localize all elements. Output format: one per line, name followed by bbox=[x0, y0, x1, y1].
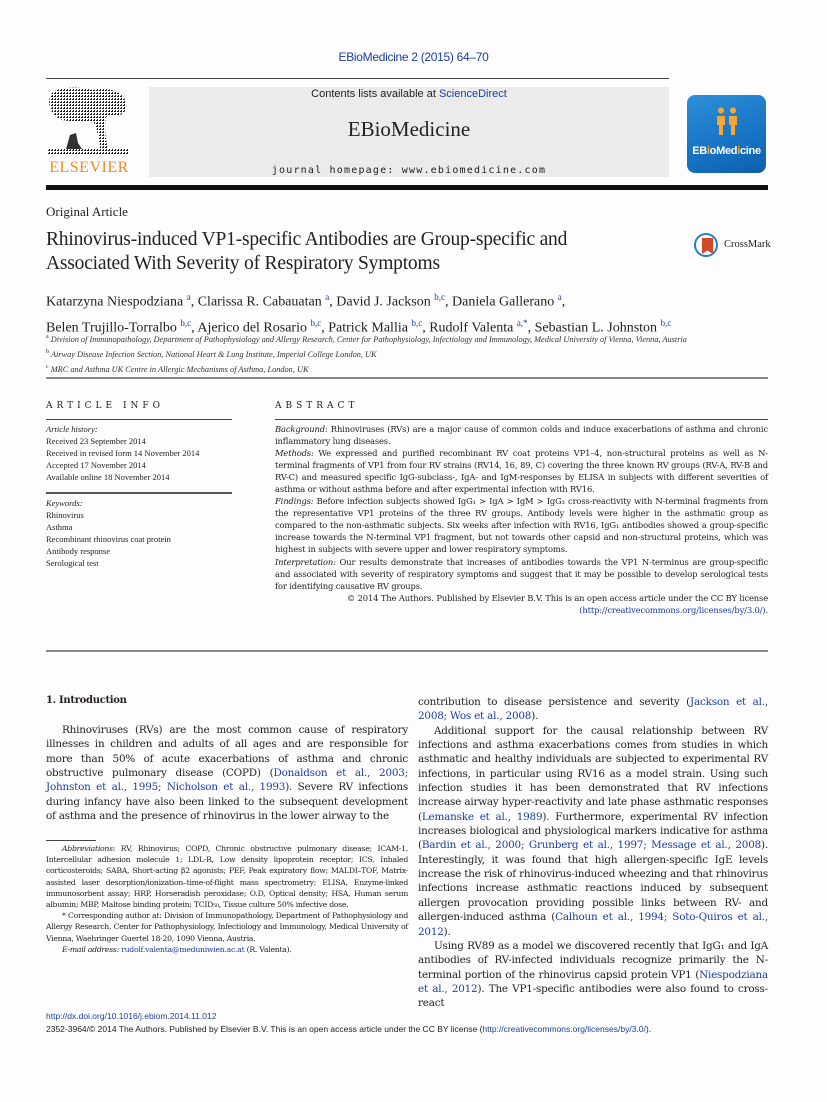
author-affiliation[interactable]: b,c bbox=[180, 317, 192, 328]
title-line-2: Associated With Severity of Respiratory Symptoms bbox=[46, 253, 440, 274]
section-rule bbox=[46, 377, 768, 379]
author-name[interactable]: Sebastian L. Johnston bbox=[534, 320, 658, 336]
history-label: Article history: bbox=[46, 424, 98, 434]
author-affiliation[interactable]: a,* bbox=[516, 317, 528, 328]
journal-name: EBioMedicine bbox=[347, 117, 471, 141]
title-line-1: Rhinovirus-induced VP1-specific Antibodies are Group-specific and bbox=[46, 229, 568, 250]
contents-line bbox=[149, 88, 669, 100]
journal-homepage bbox=[149, 165, 669, 176]
contents-prefix: Contents lists available at bbox=[311, 88, 439, 100]
badge-wordmark: EBioMedicine bbox=[692, 145, 761, 157]
issn-line: 2352-3964/© 2014 The Authors. Published by Elsevier B.V. This is an open access article under the CC BY license (http://creativecommons.org/licenses/by/3.0/). bbox=[46, 1024, 652, 1034]
keywords-label: Keywords: bbox=[46, 498, 83, 508]
abstract-interpretation: Interpretation: Our results demonstrate that increases of antibodies towards the VP1 N-terminus are group-specific and associated with severity of respiratory symptoms and suggest that it may be possible to develop serological tests for identifying causative RV groups. bbox=[275, 556, 768, 591]
author-name[interactable]: Belen Trujillo-Torralbo bbox=[46, 320, 177, 336]
abstract-methods: Methods: We expressed and purified recombinant RV coat proteins VP1–4, non-structural proteins as well as N-terminal fragments of VP1 from four RV strains (RV14, 16, 89, C) covering the three known RV groups (RV-A, RV-B and RV-C) and measured specific IgG-subclass-, IgA- and IgM-responses by ELISA in subjects with different severities of asthma or without asthma before and after experimental infection with RV16. bbox=[275, 448, 768, 495]
author-name[interactable]: Clarissa R. Cabauatan bbox=[197, 294, 322, 310]
crossmark-label: CrossMark bbox=[724, 239, 771, 250]
author-name[interactable]: Katarzyna Niespodziana bbox=[46, 294, 184, 310]
author-affiliation[interactable]: b,c bbox=[660, 317, 672, 328]
keyword: Asthma bbox=[46, 522, 73, 532]
article-history bbox=[46, 423, 236, 483]
keyword: Rhinovirus bbox=[46, 510, 84, 520]
author-name[interactable]: Ajerico del Rosario bbox=[197, 320, 307, 336]
reference-link[interactable]: Jackson et al., 2008; Wos et al., 2008 bbox=[418, 696, 768, 723]
article-title bbox=[46, 228, 646, 276]
author-affiliation[interactable]: a bbox=[557, 292, 562, 302]
section-rule bbox=[46, 650, 768, 652]
author-affiliation[interactable]: b,c bbox=[411, 317, 423, 328]
reference-link[interactable]: Lemanske et al., 1989 bbox=[421, 810, 543, 823]
keyword: Recombinant rhinovirus coat protein bbox=[46, 534, 171, 544]
header-rule bbox=[46, 78, 669, 79]
intro-right-column bbox=[418, 695, 768, 1011]
homepage-prefix: journal homepage: bbox=[271, 165, 402, 176]
keyword: Antibody response bbox=[46, 546, 110, 556]
author-name[interactable]: David J. Jackson bbox=[336, 294, 431, 310]
footnotes bbox=[46, 843, 408, 955]
ebiomedicine-cover-badge[interactable] bbox=[687, 95, 766, 173]
paragraph: Rhinoviruses (RVs) are the most common cause of respiratory illnesses in children and adults of all ages and are responsible for more than 50% of acute exacerbations of asthma and chronic obstructive pulmonary disease (COPD) (Donaldson et al., 2003; Johnston et al., 1995; Nicholson et al., 1993). Severe RV infections during infancy have also been linked to the subsequent development of asthma and the presence of rhinovirus in the lower airway to the bbox=[46, 724, 408, 823]
header-thick-rule bbox=[46, 185, 768, 190]
article-info-heading: ARTICLE INFO bbox=[46, 401, 165, 411]
reference-link[interactable]: Donaldson et al., 2003; Johnston et al., 1995; Nicholson et al., 1993 bbox=[46, 767, 408, 794]
history-item: Received 23 September 2014 bbox=[46, 436, 146, 446]
abstract-findings: Findings: Before infection subjects showed IgG₁ > IgA > IgM > IgG₃ cross-reactivity with N-terminal fragments from the representative VP1 proteins of the three RV groups. Antibody levels were higher in the asthmatic group as compared to the non-asthmatic subjects. Six weeks after infection with RV16, IgG₁ antibodies showed a group-specific increase towards the N-terminal VP1 fragment, but not towards other capsid and non-structural proteins, which was highest in subjects with severe upper and lower respiratory symptoms. bbox=[275, 496, 768, 555]
abstract-copyright: © 2014 The Authors. Published by Elsevier B.V. This is an open access article under the CC BY license bbox=[346, 592, 768, 603]
article-type: Original Article bbox=[46, 204, 128, 219]
footer-license-link[interactable]: http://creativecommons.org/licenses/by/3.0/ bbox=[482, 1024, 646, 1034]
keywords-rule bbox=[46, 492, 232, 494]
crossmark-button[interactable] bbox=[694, 233, 774, 259]
reference-link[interactable]: Calhoun et al., 1994; Soto-Quiros et al., 2012 bbox=[418, 911, 768, 938]
corresponding-author-footnote: * Corresponding author at: Division of Immunopathology, Department of Pathophysiology and Allergy Research, Center for Pathophysiology, Infectiology and Immunology, Medical University of Vienna, Waehringer Guertel 18-20, 1090 Vienna, Austria. bbox=[46, 911, 408, 943]
ebiomedicine-figures-icon bbox=[715, 107, 739, 137]
history-item: Available online 18 November 2014 bbox=[46, 472, 170, 482]
intro-left-column bbox=[46, 723, 408, 823]
keywords bbox=[46, 497, 236, 569]
author-name[interactable]: Rudolf Valenta bbox=[429, 320, 514, 336]
license-link[interactable]: (http://creativecommons.org/licenses/by/3.0/). bbox=[579, 604, 768, 615]
crossmark-icon bbox=[694, 233, 718, 257]
affiliation-b: $^b$ Airway Disease Infection Section, National Heart & Lung Institute, Imperial College London, UK bbox=[46, 348, 377, 359]
homepage-link[interactable]: www.ebiomedicine.com bbox=[401, 165, 547, 176]
introduction-heading: 1. Introduction bbox=[46, 695, 127, 706]
affiliations bbox=[46, 331, 786, 375]
reference-link[interactable]: Bardin et al., 2000; Grunberg et al., 1997; Message et al., 2008 bbox=[421, 839, 762, 852]
reference-link[interactable]: Niespodziana et al., 2012 bbox=[418, 968, 768, 995]
author-affiliation[interactable]: b,c bbox=[310, 317, 322, 328]
elsevier-wordmark: ELSEVIER bbox=[49, 159, 129, 176]
journal-citation[interactable]: EBioMedicine 2 (2015) 64–70 bbox=[338, 50, 489, 64]
email-link[interactable]: rudolf.valenta@meduniwien.ac.at bbox=[121, 944, 245, 954]
elsevier-tree-icon bbox=[48, 87, 128, 159]
paragraph: Using RV89 as a model we discovered recently that IgG₁ and IgA antibodies of RV-infected individuals recognize primarily the N-terminal portion of the rhinovirus capsid protein VP1 (Niespodziana et al., 2012). The VP1-specific antibodies were also found to cross-react bbox=[418, 939, 768, 1010]
author-name[interactable]: Patrick Mallia bbox=[328, 320, 408, 336]
doi-link[interactable]: http://dx.doi.org/10.1016/j.ebiom.2014.11.012 bbox=[46, 1011, 217, 1021]
history-item: Accepted 17 November 2014 bbox=[46, 460, 146, 470]
abstract-rule bbox=[275, 419, 768, 420]
history-item: Received in revised form 14 November 2014 bbox=[46, 448, 200, 458]
paragraph: Additional support for the causal relationship between RV infections and asthma exacerbations comes from studies in which asthmatic and healthy individuals are subjected to experimental RV infections, in particular using RV16 as a model strain. Using such infection studies it has been demonstrated that RV infections increase airway hyper-reactivity and late phase asthmatic responses (Lemanske et al., 1989). Furthermore, experimental RV infection increases biological and physiological markers indicative for asthma (Bardin et al., 2000; Grunberg et al., 1997; Message et al., 2008). Interestingly, it was found that high allergen-specific IgE levels increase the risk of rhinovirus-induced wheezing and that rhinovirus infections increase asthmatic reactions induced by subsequent allergen provocation providing possible links between RV- and allergen-induced asthma (Calhoun et al., 1994; Soto-Quiros et al., 2012). bbox=[418, 724, 769, 938]
author-affiliation[interactable]: a bbox=[325, 292, 330, 302]
author-line-1: Katarzyna Niespodziana $^a$, Clarissa R. Cabauatan $^a$, David J. Jackson $^{b,c}$, Daniela Gallerano $^a$, bbox=[46, 292, 566, 310]
affiliation-a: $^a$ Division of Immunopathology, Department of Pathophysiology and Allergy Research, Center for Pathophysiology, Infectiology and Immunology, Medical University of Vienna, Vienna, Austria bbox=[46, 334, 687, 344]
email-footnote: E-mail address: rudolf.valenta@meduniwien.ac.at (R. Valenta). bbox=[62, 944, 292, 954]
abstract-body bbox=[275, 423, 768, 616]
abstract-background: Background: Rhinoviruses (RVs) are a major cause of common colds and induce exacerbations of asthma and chronic inflammatory lung diseases. bbox=[275, 424, 768, 447]
footnote-rule bbox=[46, 840, 96, 841]
keyword: Serological test bbox=[46, 558, 99, 568]
sciencedirect-link[interactable]: ScienceDirect bbox=[438, 88, 507, 100]
author-name[interactable]: Daniela Gallerano bbox=[452, 294, 555, 310]
article-info-rule bbox=[46, 419, 232, 420]
elsevier-logo[interactable] bbox=[46, 87, 132, 181]
abbreviations-footnote: Abbreviations: RV, Rhinovirus; COPD, Chronic obstructive pulmonary disease; ICAM-1, Intercellular adhesion molecule 1; LDL-R, Low density lipoprotein receptor; ICS, Inhaled corticosteroids; SABA, Short-acting β2 agonists; PEF, Peak expiratory flow; MALDI–TOF, Matrix-assisted laser desorption/ionization–time-of-flight mass spectrometry; ELISA, Enzyme-linked immunosorbent assay; HRP, Horseradish peroxidase; O.D, Optical density; HSA, Human serum albumin; MBP, Maltose binding protein; TCID₅₀, Tissue culture 50% infective dose. bbox=[46, 844, 408, 910]
author-affiliation[interactable]: b,c bbox=[434, 292, 445, 302]
author-affiliation[interactable]: a bbox=[186, 292, 191, 302]
affiliation-c: $^c$ MRC and Asthma UK Centre in Allergic Mechanisms of Asthma, London, UK bbox=[46, 363, 309, 374]
author-line-2: Belen Trujillo-Torralbo $^{b,c}$, Ajerico del Rosario $^{b,c}$, Patrick Mallia $^{b,c}$, Rudolf Valenta $^{a,*}$, Sebastian L. Johnston $^{b,c}$ bbox=[46, 317, 672, 336]
paragraph: contribution to disease persistence and severity (Jackson et al., 2008; Wos et al., 2008). bbox=[418, 696, 768, 723]
abstract-heading: ABSTRACT bbox=[275, 401, 359, 411]
